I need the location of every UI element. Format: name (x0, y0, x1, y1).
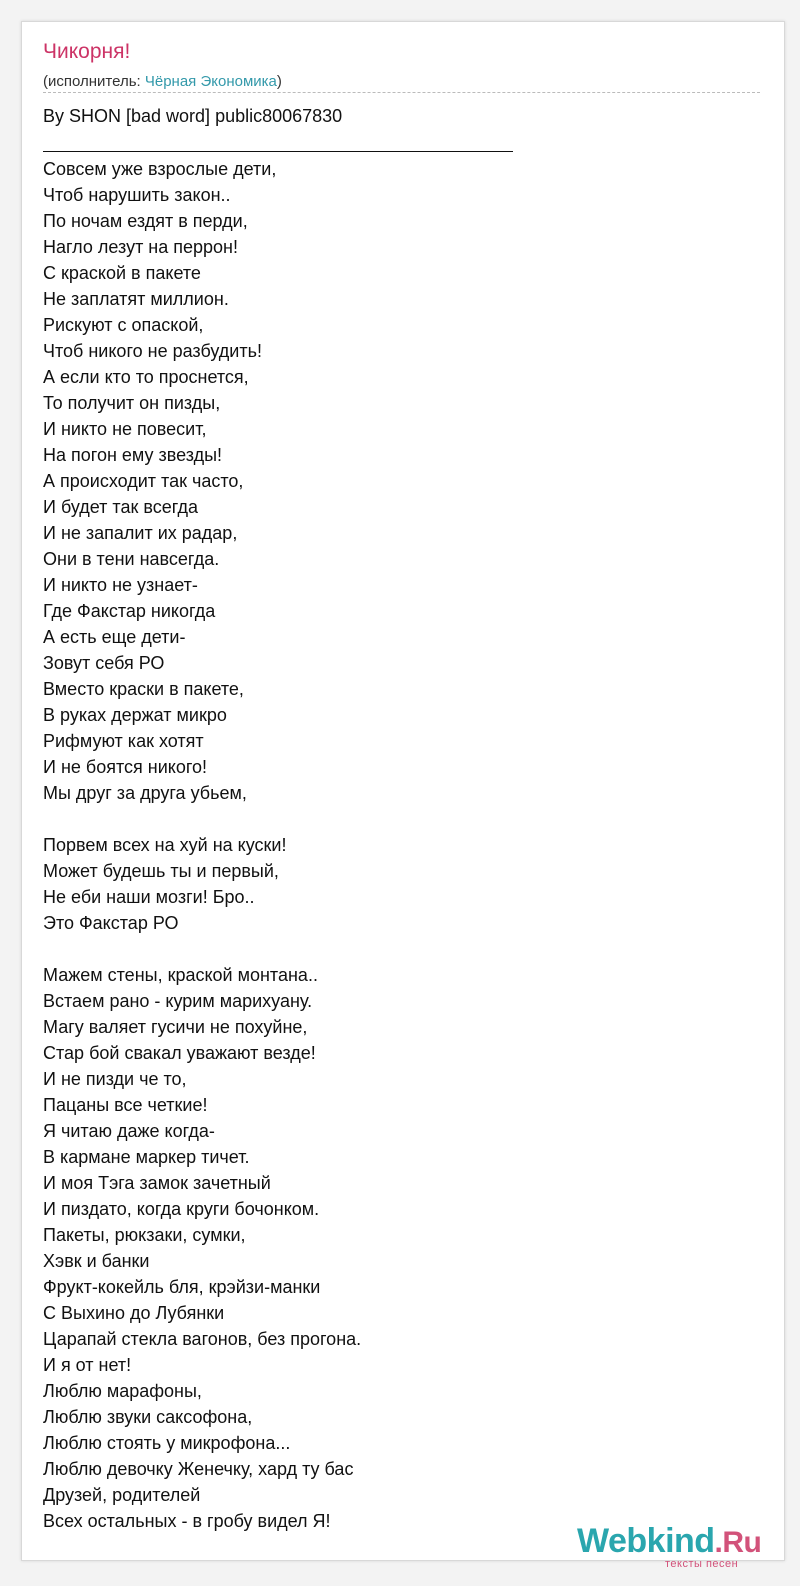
lyric-line: Где Факстар никогда (43, 601, 216, 621)
song-title: Чикорня! (43, 40, 131, 63)
lyric-line: Стар бой свакал уважают везде! (43, 1043, 316, 1063)
lyric-line: Порвем всех на хуй на куски! (43, 835, 287, 855)
lyric-line: Пакеты, рюкзаки, сумки, (43, 1225, 246, 1245)
lyric-line: Фрукт-кокейль бля, крэйзи-манки (43, 1277, 321, 1297)
lyric-line: Не заплатят миллион. (43, 289, 229, 309)
artist-prefix: (исполнитель: (43, 73, 145, 90)
lyric-line: Вместо краски в пакете, (43, 679, 244, 699)
artist-suffix: ) (276, 73, 282, 90)
lyric-line: В руках держат микро (43, 705, 227, 725)
lyric-line: Хэвк и банки (43, 1251, 150, 1271)
lyric-line: А если кто то проснется, (43, 367, 249, 387)
logo-tagline: тексты песен (665, 1558, 739, 1570)
lyric-line: Я читаю даже когда- (43, 1121, 215, 1141)
dotted-divider (43, 92, 760, 93)
lyric-blank-line (43, 936, 361, 962)
lyric-line: По ночам ездят в перди, (43, 211, 248, 231)
lyric-line: Люблю марафоны, (43, 1381, 202, 1401)
lyric-line: С Выхино до Лубянки (43, 1303, 225, 1323)
lyric-line: И не запалит их радар, (43, 523, 238, 543)
lyrics-card (21, 21, 785, 1570)
artist-line (43, 73, 282, 90)
logo-brand: Webkind (577, 1522, 715, 1560)
lyric-line: И я от нет! (43, 1355, 132, 1375)
lyric-line: Люблю стоять у микрофона... (43, 1433, 291, 1453)
lyric-line: И будет так всегда (43, 497, 198, 517)
logo-tld: .Ru (714, 1526, 762, 1559)
lyric-line: И пиздато, когда круги бочонком. (43, 1199, 320, 1219)
lyric-line: А есть еще дети- (43, 627, 186, 647)
artist-link[interactable]: Чёрная Экономика (144, 73, 277, 90)
lyric-line: И никто не узнает- (43, 575, 198, 595)
lyric-line: Это Факстар РО (43, 913, 179, 933)
lyric-line: Может будешь ты и первый, (43, 861, 279, 881)
lyric-line: Чтоб нарушить закон.. (43, 185, 231, 205)
lyric-line: Не еби наши мозги! Бро.. (43, 887, 255, 907)
lyric-line: Чтоб никого не разбудить! (43, 341, 262, 361)
lyric-line: Они в тени навсегда. (43, 549, 220, 569)
lyric-line: И не боятся никого! (43, 757, 208, 777)
lyric-line: Совсем уже взрослые дети, (43, 159, 277, 179)
lyric-line: И не пизди че то, (43, 1069, 187, 1089)
lyric-blank-line (43, 806, 361, 832)
lyric-line: Нагло лезут на перрон! (43, 237, 238, 257)
lyrics-text (43, 156, 361, 1534)
lyric-line: Люблю девочку Женечку, хард ту бас (43, 1459, 354, 1479)
lyric-line: То получит он пизды, (43, 393, 221, 413)
lyric-line: На погон ему звезды! (43, 445, 223, 465)
lyric-line: Зовут себя РО (43, 653, 165, 673)
underline-rule (43, 151, 513, 152)
lyric-line: Магу валяет гусичи не похуйне, (43, 1017, 308, 1037)
logo-wordmark (577, 1522, 761, 1561)
lyric-line: Царапай стекла вагонов, без прогона. (43, 1329, 362, 1349)
lyric-line: И моя Тэга замок зачетный (43, 1173, 271, 1193)
lyric-line: Всех остальных - в гробу видел Я! (43, 1511, 331, 1531)
lyric-line: С краской в пакете (43, 263, 201, 283)
lyric-line: Мы друг за друга убьем, (43, 783, 247, 803)
lyric-line: Рискуют с опаской, (43, 315, 204, 335)
lyric-line: А происходит так часто, (43, 471, 244, 491)
lyric-line: Друзей, родителей (43, 1485, 201, 1505)
lyric-line: Рифмуют как хотят (43, 731, 204, 751)
webkind-logo[interactable] (577, 1522, 777, 1570)
byline: By SHON [bad word] public80067830 (43, 106, 343, 126)
lyric-line: И никто не повесит, (43, 419, 207, 439)
lyric-line: Встаем рано - курим марихуану. (43, 991, 313, 1011)
lyric-line: Мажем стены, краской монтана.. (43, 965, 318, 985)
lyric-line: Люблю звуки саксофона, (43, 1407, 253, 1427)
lyric-line: Пацаны все четкие! (43, 1095, 208, 1115)
lyric-line: В кармане маркер тичет. (43, 1147, 250, 1167)
